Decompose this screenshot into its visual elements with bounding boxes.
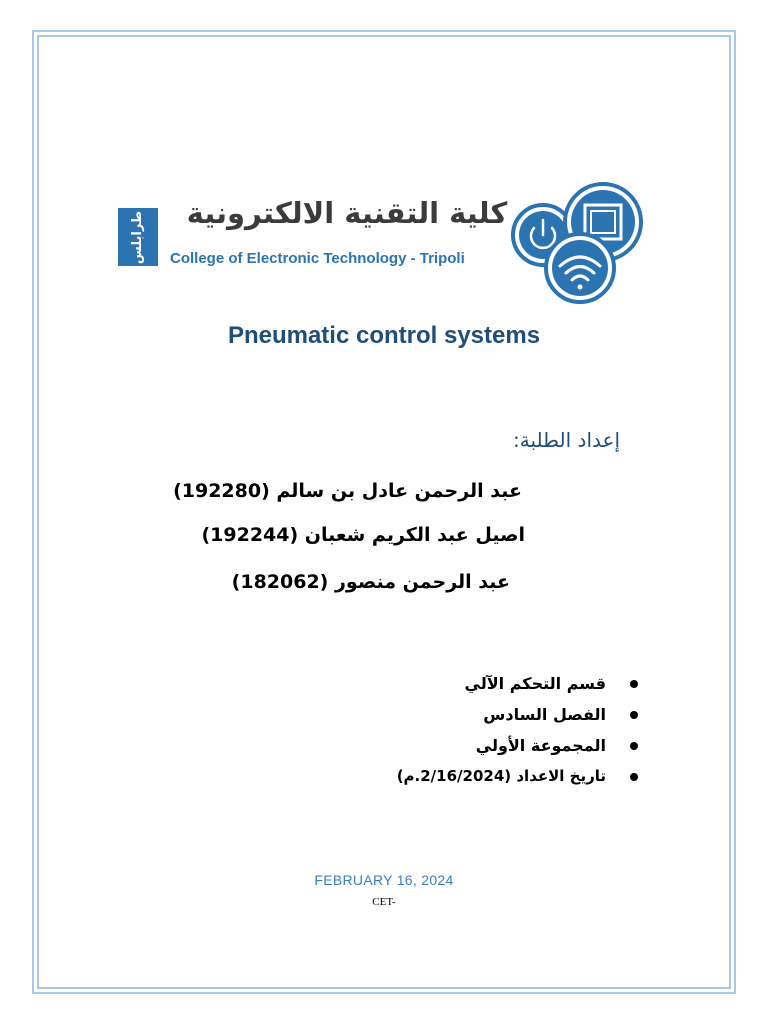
document-title: Pneumatic control systems	[227, 322, 541, 349]
student-name: عبد الرحمن عادل بن سالم (192280)	[173, 480, 522, 502]
logo-city-tab	[118, 208, 158, 266]
student-name: عبد الرحمن منصور (182062)	[231, 571, 510, 593]
bullet-icon	[630, 742, 638, 750]
bullet-icon	[630, 773, 638, 781]
logo-city-label: طرابلس	[130, 210, 146, 264]
list-item	[397, 761, 638, 792]
college-logo	[118, 180, 650, 304]
organization-label: CET-	[372, 896, 396, 908]
prepared-by-label: إعداد الطلبة:	[513, 428, 620, 452]
wifi-icon	[546, 234, 614, 302]
logo-english-name: College of Electronic Technology - Tripoli	[170, 250, 465, 267]
student-name: اصيل عبد الكريم شعبان (192244)	[201, 524, 525, 546]
list-item	[397, 668, 638, 699]
preparation-date-text: تاريخ الاعداد (2/16/2024.م)	[396, 767, 606, 785]
semester-text: الفصل السادس	[483, 705, 606, 724]
logo-arabic-name: كلية التقنية الالكترونية	[186, 196, 508, 230]
department-text: قسم التحكم الآلي	[464, 674, 606, 693]
page-border-inner	[37, 35, 731, 989]
logo-emblem	[508, 180, 648, 304]
group-text: المجموعة الأولي	[475, 736, 606, 755]
list-item	[397, 730, 638, 761]
list-item	[397, 699, 638, 730]
info-list	[397, 668, 638, 792]
bullet-icon	[630, 680, 638, 688]
bullet-icon	[630, 711, 638, 719]
document-date: FEBRUARY 16, 2024	[314, 872, 454, 888]
